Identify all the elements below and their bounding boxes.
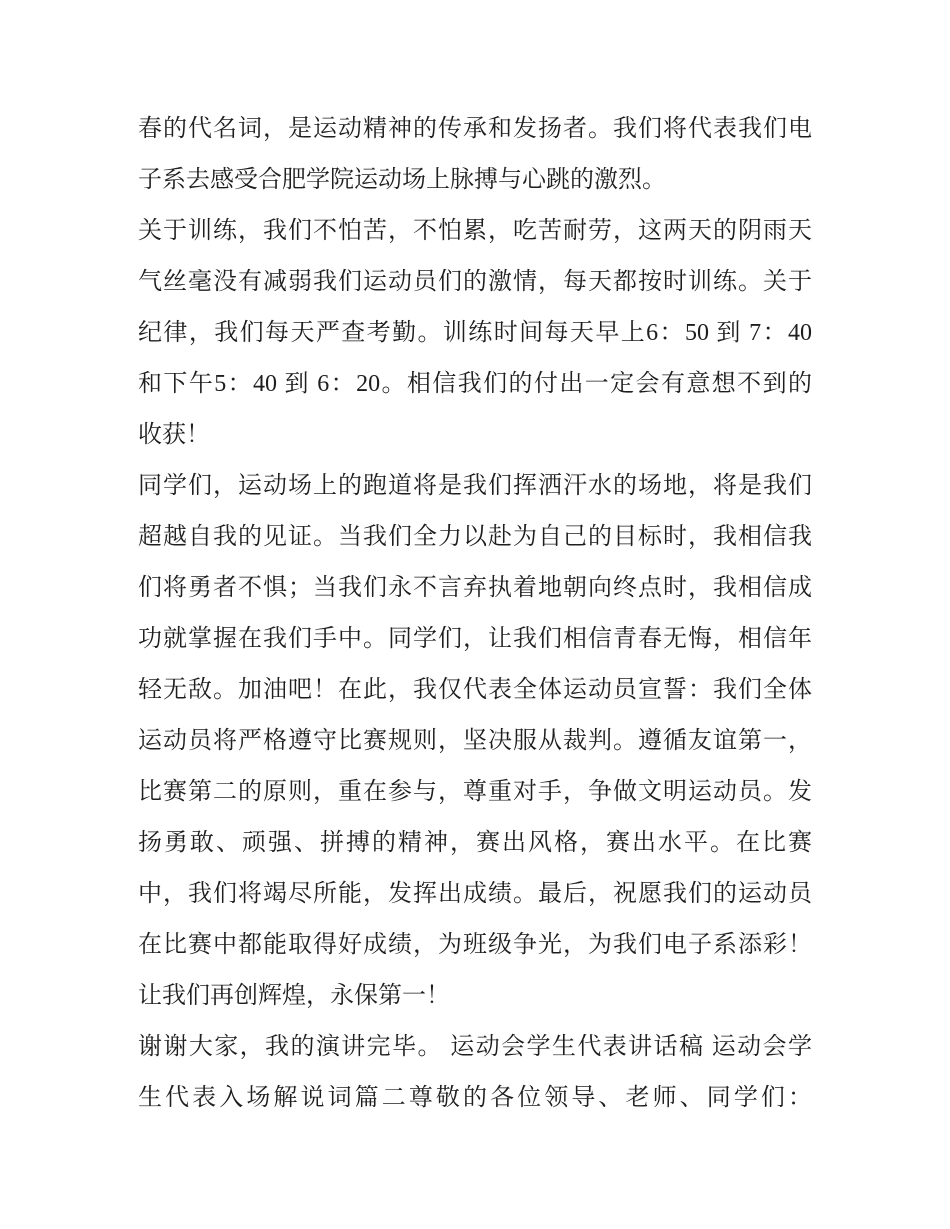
text-line: 谢谢大家，我的演讲完毕。 运动会学生代表讲话稿 运动会学 [138,1034,812,1060]
text-line: 超越自我的见证。当我们全力以赴为自己的目标时，我相信我 [138,524,812,550]
text-line: 们将勇者不惧；当我们永不言弃执着地朝向终点时，我相信成 [138,575,812,601]
text-line: 生代表入场解说词篇二尊敬的各位领导、老师、同学们： [138,1085,812,1111]
text-line: 比赛第二的原则，重在参与，尊重对手，争做文明运动员。发 [138,779,812,805]
text-line: 气丝毫没有减弱我们运动员们的激情，每天都按时训练。关于 [138,269,812,295]
text-line: 让我们再创辉煌，永保第一！ [138,983,450,1009]
text-line: 中，我们将竭尽所能，发挥出成绩。最后，祝愿我们的运动员 [138,881,812,907]
text-line: 收获！ [138,422,210,448]
text-line: 子系去感受合肥学院运动场上脉搏与心跳的激烈。 [138,167,666,193]
text-line: 同学们，运动场上的跑道将是我们挥洒汗水的场地，将是我们 [138,473,812,499]
text-line: 轻无敌。加油吧！在此，我仅代表全体运动员宣誓：我们全体 [138,677,812,703]
document-page [138,104,812,1124]
text-line: 关于训练，我们不怕苦，不怕累，吃苦耐劳，这两天的阴雨天 [138,218,812,244]
text-line: 春的代名词，是运动精神的传承和发扬者。我们将代表我们电 [138,116,812,142]
text-line: 和下午5：40 到 6：20。相信我们的付出一定会有意想不到的 [138,371,812,397]
text-line: 功就掌握在我们手中。同学们，让我们相信青春无悔，相信年 [138,626,812,652]
text-line: 扬勇敢、顽强、拼搏的精神，赛出风格，赛出水平。在比赛 [138,830,812,856]
text-line: 运动员将严格遵守比赛规则，坚决服从裁判。遵循友谊第一， [138,728,812,754]
text-line: 纪律，我们每天严查考勤。训练时间每天早上6：50 到 7：40 [138,320,812,346]
text-line: 在比赛中都能取得好成绩，为班级争光，为我们电子系添彩！ [138,932,812,958]
